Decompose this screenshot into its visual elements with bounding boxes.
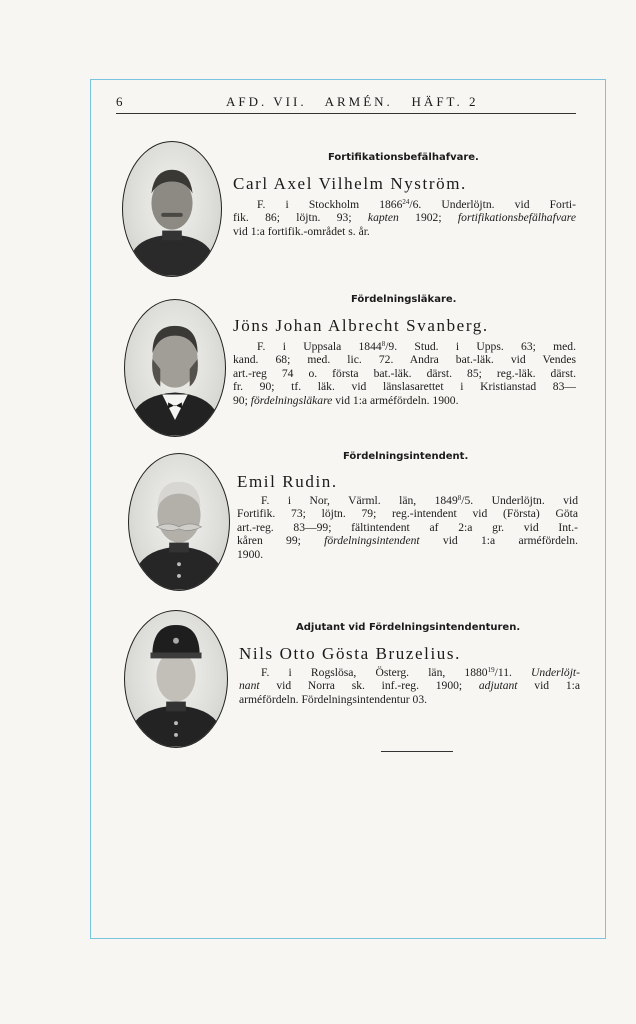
- officer-cap-portrait-icon: [125, 611, 227, 747]
- entry-heading: Fortifikationsbefälhafvare.: [328, 152, 479, 163]
- section-end-rule: [381, 751, 453, 752]
- entry-heading: Adjutant vid Fördelningsintendenturen.: [296, 622, 521, 633]
- person-name: Nils Otto Gösta Bruzelius.: [239, 644, 461, 663]
- entry-heading: Fördelningsläkare.: [351, 294, 457, 305]
- entry-heading: Fördelningsintendent.: [343, 451, 469, 462]
- biography: F. i Rogslösa, Österg. län, 1880$^{19}$/11. Underlöjt- nant vid Norra sk. inf.-reg. 1900; adjutant vid 1:a arméfördeln. Fördelningsintendentur 03.: [239, 666, 580, 706]
- portrait-photo: [124, 299, 226, 437]
- officer-portrait-icon: [123, 142, 221, 276]
- biography: F. i Nor, Värml. län, 1849$^8$/5. Underlöjtn. vid Fortifik. 73; löjtn. 79; reg.-intendent vid (Första) Göta art.-reg. 83—99; fältintendent af 2:a gr. vid Int.- kåren 99; fördelningsintendent vid 1:a arméfördeln. 1900.: [237, 494, 578, 561]
- civilian-portrait-icon: [125, 300, 225, 436]
- portrait-photo: [128, 453, 230, 591]
- portrait-photo: [124, 610, 228, 748]
- biography: F. i Uppsala 1844$^8$/9. Stud. i Upps. 63; med. kand. 68; med. lic. 72. Andra bat.-läk. vid Vendes art.-reg 74 o. första bat.-läk. därst. 85; reg.-läk. därst. fr. 90; tf. läk. vid länslasarettet i Kristianstad 83— 90; fördelningsläkare vid 1:a arméfördeln. 1900.: [233, 340, 577, 407]
- person-name: Carl Axel Vilhelm Nyström.: [233, 174, 467, 193]
- person-name: Emil Rudin.: [237, 472, 338, 491]
- page-number: 6: [116, 94, 125, 109]
- running-head: [116, 92, 576, 114]
- person-name: Jöns Johan Albrecht Svanberg.: [233, 316, 489, 335]
- running-head-title: AFD. VII. ARMÉN. HÄFT. 2: [226, 94, 479, 109]
- officer-portrait-icon: [129, 454, 229, 590]
- biography: F. i Stockholm 1866$^{24}$/6. Underlöjtn. vid Forti- fik. 86; löjtn. 93; kapten 1902; fortifikationsbefälhafvare vid 1:a fortifik.-området s. år.: [233, 198, 577, 238]
- portrait-photo: [122, 141, 222, 277]
